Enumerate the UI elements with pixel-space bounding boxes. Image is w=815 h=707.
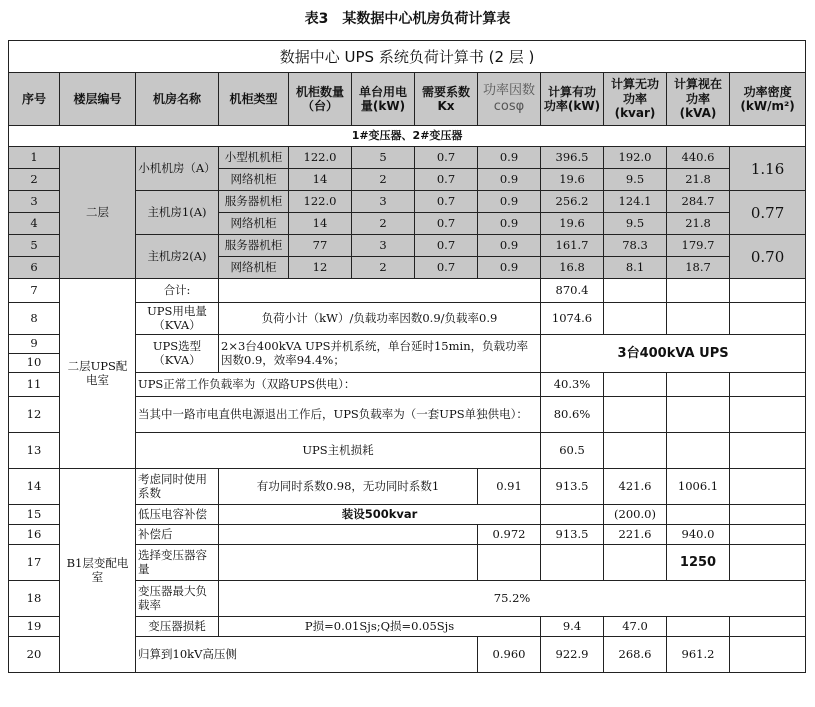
cell-s: 1006.1 — [667, 469, 730, 505]
cell-desc: 有功同时系数0.98，无功同时系数1 — [219, 469, 478, 505]
cell-seq: 11 — [9, 373, 60, 397]
cell-cos: 0.960 — [478, 637, 541, 673]
cell-label: 考虑同时使用系数 — [136, 469, 219, 505]
cell-seq: 1 — [9, 147, 60, 169]
cell-density: 1.16 — [730, 147, 806, 191]
header-floor: 楼层编号 — [60, 73, 136, 126]
table-row — [9, 279, 806, 303]
cell-cabinet-type: 网络机柜 — [219, 169, 289, 191]
header-demand-factor: 需要系数 Kx — [415, 73, 478, 126]
cell-seq: 6 — [9, 257, 60, 279]
cell-label: 选择变压器容量 — [136, 545, 219, 581]
cell-q: 192.0 — [604, 147, 667, 169]
cell-kx: 0.7 — [415, 169, 478, 191]
cell-room: 小机机房（A） — [136, 147, 219, 191]
cell-cos: 0.972 — [478, 525, 541, 545]
cell-label: UPS正常工作负载率为（双路UPS供电）： — [136, 373, 541, 397]
cell-cabinet-type: 网络机柜 — [219, 257, 289, 279]
header-unit-power: 单台用电量(kW) — [352, 73, 415, 126]
cell-cabinet-type: 服务器机柜 — [219, 191, 289, 213]
cell-desc: 装设500kvar — [219, 505, 541, 525]
cell-desc: 负荷小计（kW）/负载功率因数0.9/负载率0.9 — [219, 303, 541, 335]
cell-kx: 0.7 — [415, 191, 478, 213]
cell-q: 124.1 — [604, 191, 667, 213]
header-active-power: 计算有功功率(kW) — [541, 73, 604, 126]
load-calculation-table — [8, 40, 806, 673]
cell-label: 补偿后 — [136, 525, 219, 545]
cell-room: 主机房2(A) — [136, 235, 219, 279]
cell-s: 961.2 — [667, 637, 730, 673]
cell-p: 40.3% — [541, 373, 604, 397]
cell-kx: 0.7 — [415, 235, 478, 257]
cell-floor: 二层 — [60, 147, 136, 279]
cell-cos: 0.9 — [478, 191, 541, 213]
cell-p: 256.2 — [541, 191, 604, 213]
cell-q: 221.6 — [604, 525, 667, 545]
cell-seq: 17 — [9, 545, 60, 581]
cell-label: UPS主机损耗 — [136, 433, 541, 469]
cell-seq: 10 — [9, 354, 60, 373]
cell-seq: 20 — [9, 637, 60, 673]
cell-s: 440.6 — [667, 147, 730, 169]
cell-kx: 0.7 — [415, 257, 478, 279]
cell-density: 0.70 — [730, 235, 806, 279]
cell-unit: 3 — [352, 235, 415, 257]
cell-q: 78.3 — [604, 235, 667, 257]
cell-p: 913.5 — [541, 469, 604, 505]
cell-cos: 0.9 — [478, 213, 541, 235]
cell-seq: 8 — [9, 303, 60, 335]
cell-p: 80.6% — [541, 397, 604, 433]
cell-label: 低压电容补偿 — [136, 505, 219, 525]
cell-s: 284.7 — [667, 191, 730, 213]
cell-count: 77 — [289, 235, 352, 257]
table-title: 数据中心 UPS 系统负荷计算书 (2 层 ) — [9, 41, 806, 73]
cell-cos: 0.9 — [478, 235, 541, 257]
cell-label: 变压器损耗 — [136, 617, 219, 637]
cell-label: UPS用电量（KVA） — [136, 303, 219, 335]
cell-q: 9.5 — [604, 169, 667, 191]
cell-count: 122.0 — [289, 191, 352, 213]
cell-kx: 0.7 — [415, 213, 478, 235]
cell-cos: 0.9 — [478, 257, 541, 279]
header-density: 功率密度(kW/m²) — [730, 73, 806, 126]
header-apparent-power: 计算视在功率(kVA) — [667, 73, 730, 126]
cell-p: 19.6 — [541, 169, 604, 191]
cell-desc: P损=0.01Sjs;Q损=0.05Sjs — [219, 617, 541, 637]
cell-seq: 14 — [9, 469, 60, 505]
cell-unit: 2 — [352, 169, 415, 191]
cell-p: 19.6 — [541, 213, 604, 235]
cell-seq: 16 — [9, 525, 60, 545]
cell-s: 1250 — [667, 545, 730, 581]
cell-label: 合计: — [136, 279, 219, 303]
cell-label: 当其中一路市电直供电源退出工作后，UPS负载率为（一套UPS单独供电）： — [136, 397, 541, 433]
table-row — [9, 147, 806, 169]
cell-seq: 13 — [9, 433, 60, 469]
cell-seq: 18 — [9, 581, 60, 617]
cell-cabinet-type: 服务器机柜 — [219, 235, 289, 257]
cell-seq: 2 — [9, 169, 60, 191]
cell-room: 主机房1(A) — [136, 191, 219, 235]
header-power-factor: 功率因数 cosφ — [478, 73, 541, 126]
cell-q: 8.1 — [604, 257, 667, 279]
header-room: 机房名称 — [136, 73, 219, 126]
cell-seq: 5 — [9, 235, 60, 257]
cell-value: 75.2% — [219, 581, 806, 617]
header-cabinet-type: 机柜类型 — [219, 73, 289, 126]
cell-seq: 7 — [9, 279, 60, 303]
cell-count: 122.0 — [289, 147, 352, 169]
cell-q: (200.0) — [604, 505, 667, 525]
cell-floor: B1层变配电室 — [60, 469, 136, 673]
cell-seq: 4 — [9, 213, 60, 235]
table-caption: 表3 某数据中心机房负荷计算表 — [304, 11, 511, 27]
cell-density: 0.77 — [730, 191, 806, 235]
cell-label: UPS选型（KVA） — [136, 335, 219, 373]
cell-p: 60.5 — [541, 433, 604, 469]
cell-p: 161.7 — [541, 235, 604, 257]
cell-unit: 3 — [352, 191, 415, 213]
header-reactive-power: 计算无功功率(kvar) — [604, 73, 667, 126]
cell-q: 268.6 — [604, 637, 667, 673]
cell-p: 1074.6 — [541, 303, 604, 335]
cell-s: 18.7 — [667, 257, 730, 279]
cell-q: 421.6 — [604, 469, 667, 505]
cell-p: 396.5 — [541, 147, 604, 169]
cell-p: 870.4 — [541, 279, 604, 303]
cell-empty — [219, 279, 541, 303]
cell-ups-result: 3台400kVA UPS — [541, 335, 806, 373]
cell-unit: 2 — [352, 257, 415, 279]
cell-count: 12 — [289, 257, 352, 279]
header-seq: 序号 — [9, 73, 60, 126]
cell-p: 922.9 — [541, 637, 604, 673]
cell-seq: 19 — [9, 617, 60, 637]
cell-count: 14 — [289, 213, 352, 235]
cell-p: 9.4 — [541, 617, 604, 637]
cell-q: 47.0 — [604, 617, 667, 637]
cell-unit: 5 — [352, 147, 415, 169]
cell-seq: 9 — [9, 335, 60, 354]
header-cabinet-count: 机柜数量（台） — [289, 73, 352, 126]
cell-seq: 3 — [9, 191, 60, 213]
cell-kx: 0.7 — [415, 147, 478, 169]
cell-p: 16.8 — [541, 257, 604, 279]
table-row — [9, 469, 806, 505]
cell-p: 913.5 — [541, 525, 604, 545]
cell-unit: 2 — [352, 213, 415, 235]
cell-count: 14 — [289, 169, 352, 191]
cell-label: 变压器最大负载率 — [136, 581, 219, 617]
cell-s: 21.8 — [667, 213, 730, 235]
cell-label: 归算到10kV高压侧 — [136, 637, 478, 673]
cell-s: 179.7 — [667, 235, 730, 257]
cell-q: 9.5 — [604, 213, 667, 235]
cell-cos: 0.9 — [478, 169, 541, 191]
cell-seq: 15 — [9, 505, 60, 525]
cell-cabinet-type: 小型机机柜 — [219, 147, 289, 169]
cell-floor: 二层UPS配电室 — [60, 279, 136, 469]
cell-s: 940.0 — [667, 525, 730, 545]
cell-s: 21.8 — [667, 169, 730, 191]
cell-cabinet-type: 网络机柜 — [219, 213, 289, 235]
cell-seq: 12 — [9, 397, 60, 433]
cell-desc: 2×3台400kVA UPS并机系统，单台延时15min，负载功率因数0.9，效率94.4%； — [219, 335, 541, 373]
cell-cos: 0.9 — [478, 147, 541, 169]
cell-cos: 0.91 — [478, 469, 541, 505]
section-label: 1#变压器、2#变压器 — [9, 126, 806, 147]
